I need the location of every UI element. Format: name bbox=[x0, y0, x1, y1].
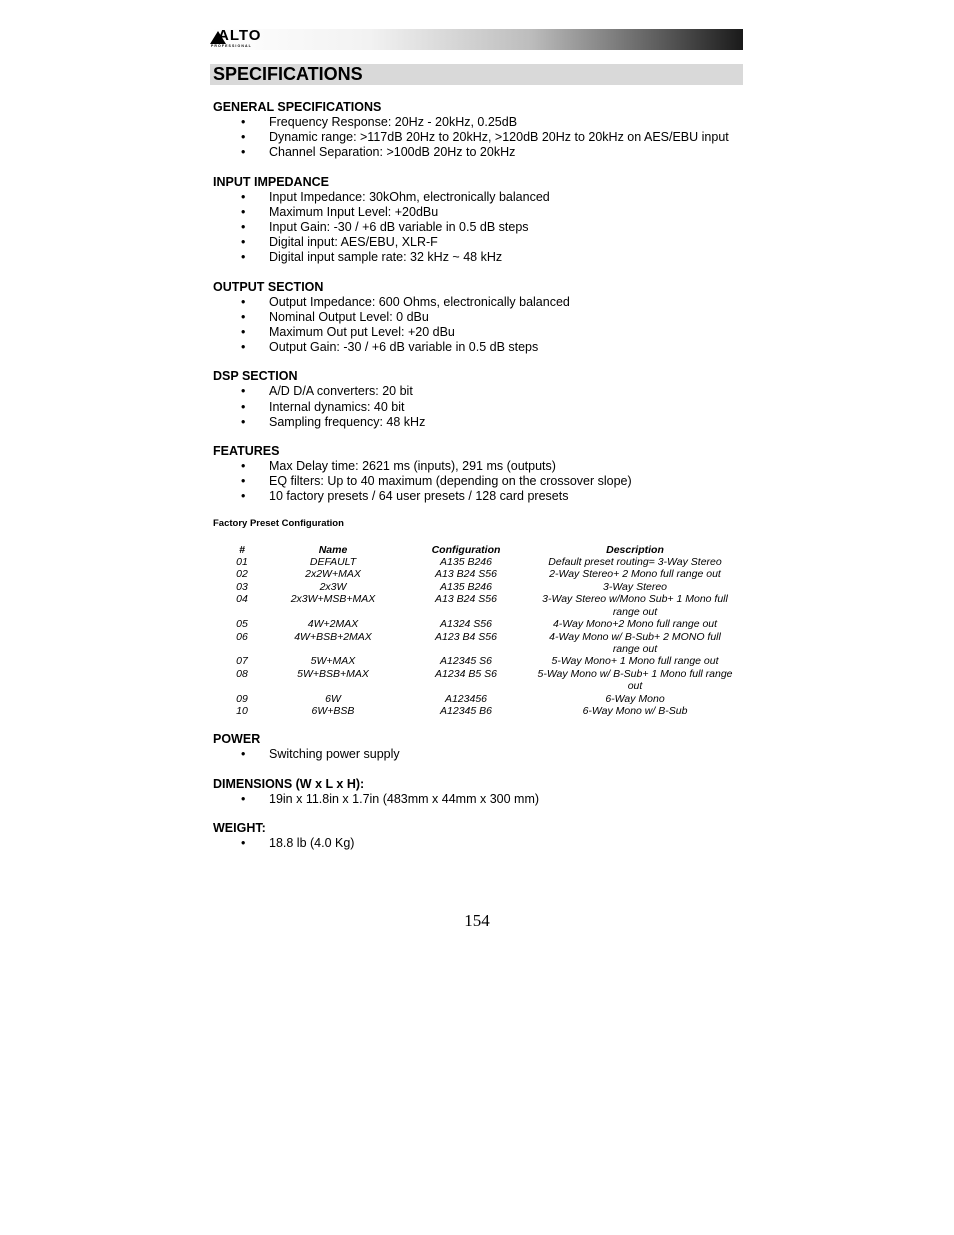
list-item: • A/D D/A converters: 20 bit bbox=[213, 384, 743, 399]
preset-col-number: # bbox=[239, 543, 245, 556]
bullet-list bbox=[213, 295, 743, 356]
spec-sections-top bbox=[213, 99, 743, 505]
preset-number: 06 bbox=[236, 630, 248, 643]
preset-description: 5-Way Mono+ 1 Mono full range out bbox=[551, 655, 719, 668]
preset-number: 01 bbox=[236, 556, 248, 569]
preset-description: 6-Way Mono w/ B-Sub bbox=[582, 704, 688, 717]
preset-table-header-row bbox=[213, 544, 733, 556]
spec-sections-bottom bbox=[213, 731, 743, 851]
preset-name: 6W bbox=[325, 692, 341, 705]
preset-configuration: A123456 bbox=[444, 692, 488, 705]
preset-description: 6-Way Mono bbox=[605, 692, 665, 705]
preset-number: 10 bbox=[236, 704, 248, 717]
list-item: • EQ filters: Up to 40 maximum (depending on the crossover slope) bbox=[213, 474, 743, 489]
preset-configuration: A12345 B6 bbox=[440, 704, 492, 717]
section-heading: WEIGHT: bbox=[213, 820, 266, 835]
preset-configuration: A13 B24 S56 bbox=[435, 568, 497, 581]
preset-col-description: Description bbox=[606, 543, 664, 556]
preset-table bbox=[213, 544, 733, 718]
preset-number: 02 bbox=[236, 568, 248, 581]
preset-number: 03 bbox=[236, 580, 248, 593]
preset-configuration: A135 B246 bbox=[440, 580, 492, 593]
preset-configuration: A123 B4 S56 bbox=[435, 630, 497, 643]
list-item: • Dynamic range: >117dB 20Hz to 20kHz, >120dB 20Hz to 20kHz on AES/EBU input bbox=[213, 130, 743, 145]
table-row bbox=[213, 568, 733, 580]
table-row bbox=[213, 581, 733, 593]
section-heading: DIMENSIONS (W x L x H): bbox=[213, 776, 365, 791]
table-row bbox=[213, 655, 733, 667]
preset-description: 4-Way Mono+2 Mono full range out bbox=[552, 618, 718, 631]
table-row bbox=[213, 618, 733, 630]
bullet-list bbox=[213, 459, 743, 505]
section-heading: GENERAL SPECIFICATIONS bbox=[213, 100, 382, 114]
list-item: • Maximum Out put Level: +20 dBu bbox=[213, 325, 743, 340]
bullet-list bbox=[213, 384, 743, 430]
section-heading: POWER bbox=[213, 732, 261, 747]
preset-configuration: A13 B24 S56 bbox=[435, 593, 497, 606]
list-item: • Maximum Input Level: +20dBu bbox=[213, 205, 743, 220]
preset-number: 04 bbox=[236, 593, 248, 606]
section-heading: INPUT IMPEDANCE bbox=[213, 174, 329, 189]
list-item: • Frequency Response: 20Hz - 20kHz, 0.25dB bbox=[213, 115, 743, 130]
bullet-list bbox=[213, 836, 743, 851]
table-row bbox=[213, 668, 733, 693]
list-item: • Channel Separation: >100dB 20Hz to 20kHz bbox=[213, 145, 743, 160]
preset-description: 3-Way Stereo bbox=[603, 580, 667, 593]
list-item: • Sampling frequency: 48 kHz bbox=[213, 415, 743, 430]
list-item: • Switching power supply bbox=[213, 747, 743, 762]
section-heading: DSP SECTION bbox=[213, 369, 298, 384]
preset-name: DEFAULT bbox=[309, 556, 357, 569]
list-item: • Digital input sample rate: 32 kHz ~ 48 kHz bbox=[213, 250, 743, 265]
list-item: • Digital input: AES/EBU, XLR-F bbox=[213, 235, 743, 250]
section-heading: OUTPUT SECTION bbox=[213, 279, 324, 294]
preset-description: 3-Way Stereo w/Mono Sub+ 1 Mono full range out bbox=[542, 593, 728, 618]
bullet-list bbox=[213, 190, 743, 266]
preset-name: 5W+MAX bbox=[310, 655, 356, 668]
preset-configuration: A1234 B5 S6 bbox=[435, 667, 497, 680]
header-gradient-bar bbox=[210, 29, 743, 50]
page-title: SPECIFICATIONS bbox=[213, 64, 363, 84]
logo-wordmark: ALTO bbox=[218, 27, 262, 44]
section-heading: FEATURES bbox=[213, 444, 280, 459]
preset-description: Default preset routing= 3-Way Stereo bbox=[548, 556, 722, 569]
list-item: • 18.8 lb (4.0 Kg) bbox=[213, 836, 743, 851]
list-item: • Nominal Output Level: 0 dBu bbox=[213, 310, 743, 325]
list-item: • Input Impedance: 30kOhm, electronically balanced bbox=[213, 190, 743, 205]
list-item: • Internal dynamics: 40 bit bbox=[213, 400, 743, 415]
list-item: • Output Impedance: 600 Ohms, electronically balanced bbox=[213, 295, 743, 310]
preset-col-configuration: Configuration bbox=[431, 543, 501, 556]
list-item: • Max Delay time: 2621 ms (inputs), 291 ms (outputs) bbox=[213, 459, 743, 474]
preset-name: 2x2W+MAX bbox=[305, 568, 361, 581]
preset-description: 4-Way Mono w/ B-Sub+ 2 MONO full range out bbox=[549, 630, 721, 655]
preset-description: 2-Way Stereo+ 2 Mono full range out bbox=[549, 568, 721, 581]
table-row bbox=[213, 693, 733, 705]
preset-description: 5-Way Mono w/ B-Sub+ 1 Mono full range out bbox=[537, 667, 733, 693]
preset-configuration: A135 B246 bbox=[440, 556, 492, 569]
preset-name: 2x3W bbox=[319, 580, 347, 593]
bullet-list bbox=[213, 115, 743, 161]
table-row bbox=[213, 705, 733, 717]
preset-col-name: Name bbox=[318, 543, 348, 556]
table-row bbox=[213, 556, 733, 568]
bullet-list bbox=[213, 792, 743, 807]
preset-name: 4W+2MAX bbox=[307, 618, 359, 631]
preset-configuration: A1324 S56 bbox=[440, 618, 492, 631]
preset-name: 2x3W+MSB+MAX bbox=[290, 593, 376, 606]
list-item: • 19in x 11.8in x 1.7in (483mm x 44mm x 300 mm) bbox=[213, 792, 743, 807]
logo-subtitle: PROFESSIONAL bbox=[211, 44, 252, 48]
preset-number: 09 bbox=[236, 692, 248, 705]
preset-name: 6W+BSB bbox=[311, 704, 355, 717]
preset-number: 05 bbox=[236, 618, 248, 631]
preset-number: 07 bbox=[236, 655, 248, 668]
preset-configuration: A12345 S6 bbox=[440, 655, 492, 668]
table-row bbox=[213, 631, 733, 656]
table-row bbox=[213, 593, 733, 618]
bullet-list bbox=[213, 747, 743, 762]
list-item: • 10 factory presets / 64 user presets / 128 card presets bbox=[213, 489, 743, 504]
list-item: • Output Gain: -30 / +6 dB variable in 0.5 dB steps bbox=[213, 340, 743, 355]
preset-name: 4W+BSB+2MAX bbox=[294, 630, 372, 643]
page-number: 154 bbox=[464, 911, 490, 930]
spec-content bbox=[213, 99, 743, 864]
preset-table-caption: Factory Preset Configuration bbox=[213, 517, 344, 529]
preset-number: 08 bbox=[236, 667, 248, 680]
list-item: • Input Gain: -30 / +6 dB variable in 0.5 dB steps bbox=[213, 220, 743, 235]
preset-name: 5W+BSB+MAX bbox=[297, 667, 369, 680]
